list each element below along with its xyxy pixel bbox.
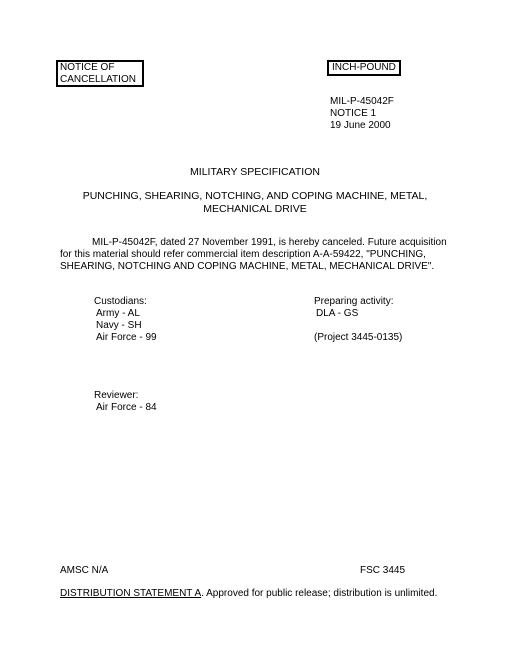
spec-title: MILITARY SPECIFICATION [190,166,320,178]
reviewer-air-force: Air Force - 84 [96,402,157,413]
distribution-statement [60,588,437,600]
reviewer-label: Reviewer: [94,390,139,401]
spec-id: MIL-P-45042F [330,96,394,107]
notice-of-cancellation-box [56,60,144,87]
preparing-spacer [314,320,402,332]
project-number: (Project 3445-0135) [314,332,403,343]
subject-title [40,190,470,215]
distribution-label: DISTRIBUTION STATEMENT A [60,588,202,599]
preparing-activity-block [314,296,402,344]
amsc-code: AMSC N/A [60,565,109,576]
notice-date: 19 June 2000 [330,120,391,131]
preparing-activity: DLA - GS [316,308,359,319]
custodians-block [94,296,157,344]
reviewer-block [94,390,157,414]
cancellation-paragraph [60,237,455,273]
custodian-army: Army - AL [96,308,140,319]
distribution-text: . Approved for public release; distribution is unlimited. [201,588,438,599]
notice-box-line1: NOTICE OF [60,62,115,73]
custodians-label: Custodians: [94,296,147,307]
notice-number: NOTICE 1 [330,108,377,119]
document-identifiers [330,96,394,132]
fsc-code: FSC 3445 [360,565,406,576]
inch-pound-box: INCH-POUND [327,60,401,76]
cancellation-text: MIL-P-45042F, dated 27 November 1991, is hereby canceled. Future acquisition for this material should refer commercial item description A-A-59422, "PUNCHING, SHEARING, NOTCHING AND COPING MACHINE, METAL, MECHANICAL DRIVE". [60,237,447,272]
subject-line2: MECHANICAL DRIVE [203,202,307,215]
notice-box-line2: CANCELLATION [60,73,136,85]
custodian-navy: Navy - SH [96,320,142,331]
preparing-label: Preparing activity: [314,296,394,307]
subject-line1: PUNCHING, SHEARING, NOTCHING, AND COPING MACHINE, METAL, [82,190,428,202]
custodian-air-force: Air Force - 99 [96,332,157,343]
